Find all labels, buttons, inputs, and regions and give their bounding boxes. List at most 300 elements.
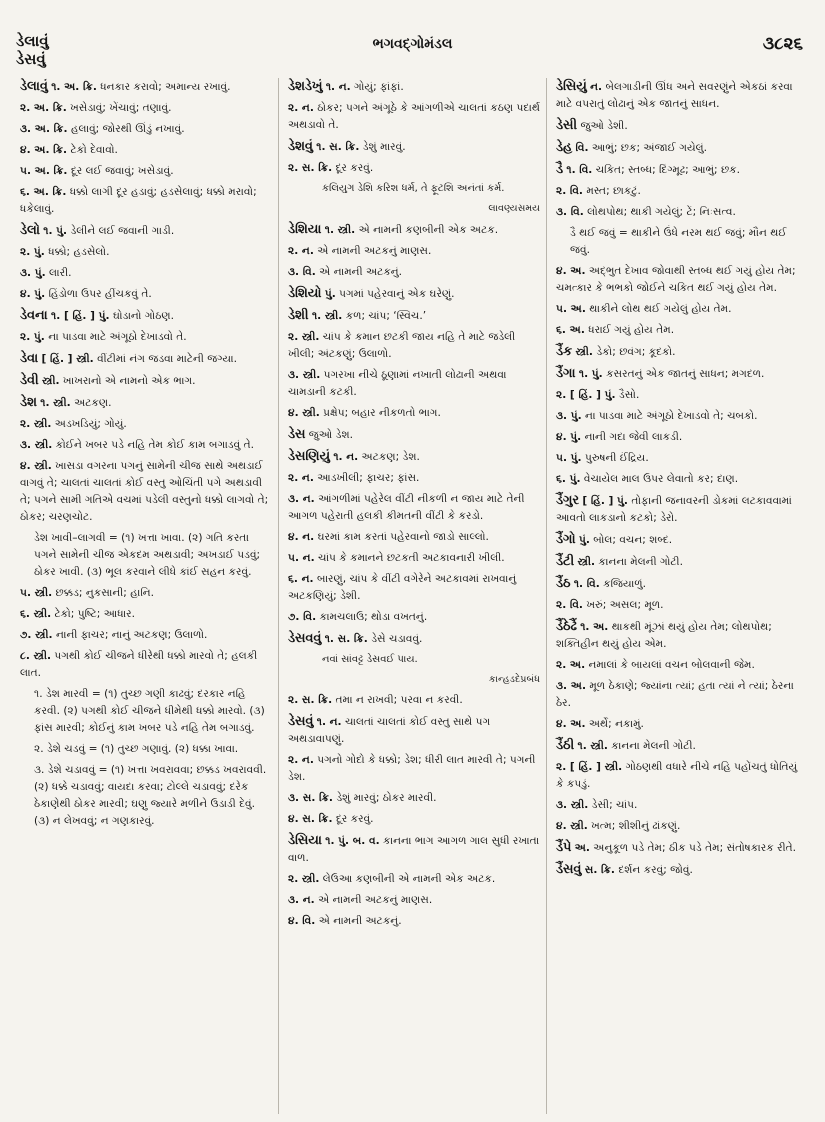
sense-marker: ૧. ન. — [333, 451, 359, 463]
dictionary-entry — [556, 657, 808, 674]
dictionary-entry — [20, 372, 272, 390]
sense-marker: સ. ક્રિ. — [584, 864, 615, 876]
definition-text: ૧. ડેશ મારવી = (૧) તુચ્છ ગણી કાઢવું; દરકાર નહિ કરવી. (૨) પગથી કોઈ ચીજને ધીમેથી ધક્કો મારવો. (૩) ફાંસ મારવી; કોઈનું કામ ખબર પડે નહિ તેમ બગાડવું. — [34, 688, 265, 734]
definition-text: કળ; ચાંપ; ‘સ્વિચ.’ — [345, 310, 427, 322]
dictionary-entry — [20, 530, 272, 581]
sense-marker: ૪. પું. — [556, 431, 582, 443]
sense-marker: ૨. સ. ક્રિ. — [288, 694, 333, 706]
headword: ડેસણિયું — [288, 449, 330, 464]
definition-text: જુઓ ડેશ. — [308, 429, 353, 441]
dictionary-entry — [556, 387, 808, 404]
sense-marker: ૨. ન. — [288, 245, 314, 257]
definition-text: એ નામની અટકનું. — [319, 266, 403, 278]
dictionary-entry — [20, 606, 272, 623]
definition-text: લારી. — [49, 267, 72, 279]
definition-text: નવાં સાંવટ્ટ ડેસવઈ પાય. — [322, 654, 418, 665]
sense-marker: ૬. અ. — [556, 324, 585, 336]
definition-text: ધરાઈ ગયું હોય તેમ. — [588, 324, 675, 336]
dictionary-entry — [556, 597, 808, 614]
dictionary-entry — [20, 627, 272, 644]
definition-text: કાન્હડદેપ્રબંધ — [488, 674, 540, 685]
dictionary-entry — [288, 713, 540, 748]
sense-marker: ૨. વિ. — [556, 185, 583, 197]
definition-text: તોફાની જનાવરની ડોકમાં લટકાવવામાં આવતો લાકડાનો કટકો; ડેરો. — [556, 495, 792, 524]
definition-text: ખરું; અસલ; મૂળ. — [586, 599, 664, 611]
sense-marker: ૨. સ્ત્રી. — [288, 331, 320, 343]
headword: ડૈંગુર — [556, 493, 579, 508]
sense-marker: ૪. અ. — [556, 265, 586, 277]
definition-text: ઘોડાનો ગોઠણ. — [112, 310, 174, 322]
headword: ડૈંઠી — [556, 738, 575, 753]
sense-marker: વિ. — [575, 142, 589, 154]
dictionary-entry — [556, 618, 808, 653]
definition-text: કજિયાળું. — [603, 578, 646, 590]
page-header — [0, 16, 825, 66]
dictionary-entry — [556, 450, 808, 467]
sense-marker: ૪. અ. — [556, 718, 586, 730]
sense-marker: ૧. પું. બ. વ. — [325, 835, 380, 847]
headword: ડૈંગા — [556, 366, 576, 381]
definition-text: ડેલીને લઈ જવાની ગાડી. — [70, 225, 175, 237]
definition-text: ખાખરાનો એ નામનો એક ભાગ. — [62, 375, 196, 387]
sense-marker: ૧. સ. ક્રિ. — [316, 141, 360, 153]
dictionary-entry — [556, 263, 808, 297]
definition-text: વીંટીમાં નંગ જડવા માટેની જગ્યા. — [97, 353, 238, 365]
sense-marker: ૧. પું. — [578, 368, 603, 380]
definition-text: કાનના ભાગ આગળ ગાલ સુધી રખાતા વાળ. — [288, 835, 540, 864]
dictionary-entry — [288, 892, 540, 909]
definition-text: દૂર કરવું. — [335, 162, 374, 174]
sense-marker: ૬. પું. — [556, 473, 581, 485]
sense-marker: ૧. ન. — [325, 81, 351, 93]
sense-marker: ૩. ન. — [288, 493, 315, 505]
definition-text: ટેકો દેવાવો. — [70, 144, 118, 156]
definition-text: ના પાડવા માટે અંગૂઠો દેખાડવો તે. — [48, 331, 187, 343]
definition-text: લોથપોથ; થાકી ગયેલું; ટેં; નિઃસત્વ. — [587, 206, 736, 218]
sense-marker: ૩. સ. ક્રિ. — [288, 792, 333, 804]
definition-text: થાકીને લોથ થઈ ગયેલું હોય તેમ. — [589, 303, 732, 315]
dictionary-entry — [288, 405, 540, 422]
column-1 — [14, 78, 279, 1114]
dictionary-entry — [288, 652, 540, 667]
dictionary-entry — [288, 329, 540, 363]
sense-marker: ૩. પું. — [20, 267, 46, 279]
dictionary-entry — [20, 458, 272, 526]
dictionary-entry — [288, 752, 540, 786]
sense-marker: ૮. સ્ત્રી. — [20, 650, 52, 662]
guide-word-bottom: ડેસવું — [16, 50, 46, 68]
definition-text: ચકિત; સ્તબ્ધ; દિંગ્મૂઢ; આભું; છક. — [595, 164, 741, 176]
sense-marker: ૪. સ. ક્રિ. — [288, 813, 333, 825]
dictionary-entry — [288, 529, 540, 546]
sense-marker: ૧. સ્ત્રી. — [324, 224, 356, 236]
definition-text: ખસેડાવું; ખેંચાવું; તણાવું. — [70, 102, 172, 114]
sense-marker: ૨. અ. — [556, 659, 586, 671]
sense-marker: ૪. સ્ત્રી. — [288, 407, 320, 419]
definition-text: ૨. ડેશે ચડવું = (૧) તુચ્છ ગણાવું. (૨) ધક્કા ખાવા. — [34, 743, 239, 755]
headword: ડૈંઠ — [556, 576, 571, 591]
definition-text: ગોઠણથી વધારે નીચે નહિ પહોંચતું ધોતિયું કે કપડું. — [556, 761, 798, 790]
sense-marker: ૩. સ્ત્રી. — [556, 799, 589, 811]
dictionary-entry — [556, 575, 808, 593]
dictionary-entry — [20, 121, 272, 138]
sense-marker: [ હિં. ] પું. — [582, 495, 628, 507]
dictionary-entry — [556, 78, 808, 113]
definition-text: આડખીલી; ફાચર; ફાંસ. — [317, 472, 420, 484]
dictionary-entry — [20, 184, 272, 218]
definition-text: બારણું, ચાંપ કે વીંટી વગેરેને અટકાવમાં રાખવાનું અટકણિયું; ડેશી. — [288, 573, 517, 602]
dictionary-entry — [288, 221, 540, 239]
dictionary-entry — [288, 307, 540, 325]
headword: ડેસિયા — [288, 833, 322, 848]
sense-marker: ૨. વિ. — [556, 599, 583, 611]
sense-marker: ૩. ન. — [288, 894, 315, 906]
sense-marker: ૫. અ. — [556, 303, 586, 315]
sense-marker: ૨. સ. ક્રિ. — [288, 162, 333, 174]
definition-text: કલિયુગ ડેશિ કરિશ ધર્મ, તે ફૂટશિ અનંતાં કર્મ. — [322, 183, 505, 194]
definition-text: ખાસડા વગરના પગનું સામેની ચીજ સાથે અથડાઈ વાગવું તે; ચાલતાં ચાલતાં કોઈ વસ્તુ ઓચિંતી પગે અથડાવી તે; પગને સામી ગતિએ વચમાં પડેલી વસ્તુનો ધક્કો લાગવો તે; ઠોકર; ચરણચોટ. — [20, 460, 269, 523]
dictionary-entry — [288, 491, 540, 525]
headword: ડેશ — [20, 395, 37, 410]
headword: ડેશી — [288, 308, 309, 323]
sense-marker: અ. — [574, 842, 590, 854]
definition-text: ધનકાર કરાવો; અમાન્ય રખાવું. — [100, 81, 231, 93]
dictionary-entry — [556, 737, 808, 755]
headword: ડેહ — [556, 140, 573, 155]
definition-text: અર્થે; નકામું. — [588, 718, 644, 730]
definition-text: ડૈસો. — [618, 389, 640, 401]
sense-marker: ૪. સ્ત્રી. — [556, 820, 588, 832]
sense-marker: ૩. પું. — [556, 410, 582, 422]
definition-text: ધક્કો લાગી દૂર હડાવું; હડસેલાવું; ધક્કો મરાવો; ધકેલાવું. — [20, 186, 257, 215]
definition-text: ઠોકર; પગને અંગૂઠે કે આંગળીએ ચાલતાં કઠણ પદાર્થ અથડાવો તે. — [288, 102, 540, 131]
definition-text: લાવણ્યસમય — [488, 203, 540, 214]
definition-text: ચાલતાં ચાલતાં કોઈ વસ્તુ સાથે પગ અથડાવાપણું. — [288, 716, 491, 745]
sense-marker: ૪. અ. ક્રિ. — [20, 144, 68, 156]
definition-text: પ્રક્ષેપ; બહાર નીકળતો ભાગ. — [323, 407, 441, 419]
guide-word-top: ડેલાવું — [16, 32, 49, 50]
headword: ડેસી — [556, 118, 578, 133]
dictionary-entry — [556, 492, 808, 527]
dictionary-entry — [556, 678, 808, 712]
sense-marker: ૨. સ્ત્રી. — [20, 418, 52, 430]
definition-text: નમાલાં કે બાયલાં વચન બોલવાની જેમ. — [588, 659, 755, 671]
sense-marker: ૩. સ્ત્રી. — [288, 369, 321, 381]
definition-text: અદ્ભુત દેખાવ જોવાથી સ્તબ્ધ થઈ ગયું હોય તેમ; ચમત્કાર કે ભભકો જોઈને ચકિત થઈ ગયું હોય તેમ. — [556, 265, 796, 294]
sense-marker: ૭. વિ. — [288, 611, 317, 623]
dictionary-entry — [20, 100, 272, 117]
definition-text: ડેસી; ચાંપ. — [591, 799, 638, 811]
sense-marker: [ હિં. ] સ્ત્રી. — [41, 353, 94, 365]
headword: ડેસવવું — [288, 631, 322, 646]
definition-text: અનુકૂળ પડે તેમ; ઠીક પડે તેમ; સંતોષકારક રીતે. — [593, 842, 796, 854]
dictionary-entry — [556, 818, 808, 835]
dictionary-entry — [20, 265, 272, 282]
definition-text: તમા ન રાખવી; પરવા ન કરવી. — [335, 694, 463, 706]
definition-text: ડેશું મારવું. — [362, 141, 406, 153]
sense-marker: સ્ત્રી. — [577, 556, 596, 568]
sense-marker: ૬. સ્ત્રી. — [20, 608, 52, 620]
sense-marker: ૧. સ. ક્રિ. — [324, 633, 368, 645]
definition-text: ડૈ થઈ જવું = થાકીને ઉંધે નરમ થઈ જવું; મૌન થઈ જવું. — [570, 227, 787, 256]
sense-marker: ૨. અ. ક્રિ. — [20, 102, 67, 114]
sense-marker: ૫. ન. — [288, 552, 315, 564]
sense-marker: ૭. સ્ત્રી. — [20, 629, 53, 641]
headword: ડેશવું — [288, 139, 313, 154]
definition-text: અડખડિયું; ગોયું. — [54, 418, 127, 430]
definition-text: એ નામની અટકનું માણસ. — [318, 894, 433, 906]
dictionary-entry — [20, 648, 272, 682]
sense-marker: ૩. વિ. — [556, 206, 584, 218]
definition-text: કાનના મેલની ગોટી. — [611, 740, 696, 752]
dictionary-entry — [556, 322, 808, 339]
dictionary-entry — [20, 286, 272, 303]
definition-text: લેઉઆ કણબીની એ નામની એક અટક. — [322, 873, 496, 885]
definition-text: દૂર લઈ જવાવું; ખસેડાવું. — [70, 165, 174, 177]
headword: ડેસ — [288, 427, 306, 442]
dictionary-entry — [288, 692, 540, 709]
sense-marker: પું. — [324, 288, 336, 300]
definition-text: મૂળ ઠેકાણે; જ્યાંના ત્યાં; હતા ત્યાં ને ત્યાં; ઠેરના ઠેર. — [556, 680, 794, 709]
sense-marker: ૪. ન. — [288, 531, 315, 543]
sense-marker: ૧. પું. — [43, 225, 68, 237]
dictionary-entry — [288, 448, 540, 466]
dictionary-entry — [288, 100, 540, 134]
headword: ડેવના — [20, 308, 48, 323]
sense-marker: ૨. ન. — [288, 472, 314, 484]
headword: ડૈંઠેઢૈં — [556, 619, 577, 634]
sense-marker: ૧. સ્ત્રી. — [40, 397, 71, 409]
headword: ડેવી — [20, 373, 39, 388]
dictionary-entry — [20, 437, 272, 454]
dictionary-entry — [288, 832, 540, 867]
dictionary-entry — [20, 741, 272, 758]
definition-text: પુરુષની ઈંદ્રિય. — [584, 452, 649, 464]
sense-marker: ૧. [ હિં. ] પું. — [51, 310, 110, 322]
definition-text: એ નામની અટકનું માણસ. — [317, 245, 432, 257]
dictionary-entry — [556, 716, 808, 733]
sense-marker: ૧. સ્ત્રી. — [311, 310, 343, 322]
dictionary-entry — [288, 790, 540, 807]
dictionary-entry — [20, 686, 272, 737]
definition-text: ડેકો; છવંગ; કૂદકો. — [596, 346, 676, 358]
dictionary-entry — [556, 301, 808, 318]
sense-marker: ૬. ન. — [288, 573, 314, 585]
definition-text: એ નામની અટકનું. — [318, 915, 402, 927]
dictionary-entry — [556, 139, 808, 157]
definition-text: હલાવું; જોરથી ઊંડું નખાવું. — [70, 123, 185, 135]
definition-text: અટકણ; ડેશ. — [361, 451, 420, 463]
definition-text: ટેકો; પુષ્ટિ; આધાર. — [54, 608, 135, 620]
dictionary-entry — [288, 550, 540, 567]
sense-marker: સ્ત્રી. — [575, 346, 593, 358]
dictionary-entry — [556, 408, 808, 425]
definition-text: પગરખા નીચે ઠૂણામાં નખાતી લોઢાની અથવા ચામડાની કટકી. — [288, 369, 507, 398]
definition-text: આભું; છક; અંજાઈ ગયેલું. — [591, 142, 707, 154]
sense-marker: ૨. [ હિં. ] પું. — [556, 389, 616, 401]
headword: ડેલાવું — [20, 79, 48, 94]
sense-marker: ૨. ન. — [288, 102, 314, 114]
definition-text: જુઓ ડેશી. — [580, 120, 628, 132]
dictionary-entry — [288, 609, 540, 626]
sense-marker: ૩. સ્ત્રી. — [20, 439, 53, 451]
dictionary-entry — [20, 394, 272, 412]
definition-text: દર્શન કરવું; જોવું. — [618, 864, 693, 876]
dictionary-entry — [288, 426, 540, 444]
dictionary-entry — [20, 585, 272, 602]
dictionary-entry — [288, 811, 540, 828]
dictionary-entry — [556, 161, 808, 179]
headword: ડેવા — [20, 351, 39, 366]
headword: ડેશડેખું — [288, 79, 323, 94]
definition-text: બોલ; વચન; શબ્દ. — [593, 534, 673, 546]
dictionary-entry — [556, 225, 808, 259]
dictionary-entry — [288, 243, 540, 260]
definition-text: કાનના મેલની ગોટી. — [598, 556, 683, 568]
dictionary-entry — [288, 630, 540, 648]
definition-text: ડેસે ચડાવવું. — [371, 633, 423, 645]
dictionary-entry — [288, 200, 540, 217]
dictionary-entry — [20, 350, 272, 368]
dictionary-entry — [556, 343, 808, 361]
definition-text: છક્કડ; નુકસાની; હાનિ. — [55, 587, 155, 599]
dictionary-entry — [556, 471, 808, 488]
definition-text: બેલગાડીની ઊંધ અને સવરણુંને એકઠાં કરવા માટે વપરાતું લોઢાનું એક જાતનું સાધન. — [556, 81, 793, 110]
sense-marker: ૨. [ હિં. ] સ્ત્રી. — [556, 761, 623, 773]
headword: ડૈંટી — [556, 554, 575, 569]
dictionary-entry — [556, 861, 808, 879]
definition-text: કોઈને ખબર પડે નહિ તેમ કોઈ કામ બગાડવું તે. — [55, 439, 254, 451]
sense-marker: પું. — [578, 534, 590, 546]
sense-marker: ૧. વિ. — [573, 578, 600, 590]
dictionary-entry — [288, 78, 540, 96]
dictionary-entry — [20, 142, 272, 159]
sense-marker: ૩. વિ. — [288, 266, 316, 278]
column-3 — [550, 78, 814, 1114]
headword: ડૈંગો — [556, 532, 576, 547]
dictionary-entry — [288, 470, 540, 487]
column-2 — [282, 78, 547, 1114]
dictionary-entry — [20, 163, 272, 180]
dictionary-entry — [556, 839, 808, 857]
sense-marker: ૩. અ. — [556, 680, 586, 692]
definition-text: થાકથી મૂંઝાં થયું હોય તેમ; લોથપોથ; શક્તિહીન થયું હોય એમ. — [556, 621, 772, 650]
definition-text: કસરતનું એક જાતનું સાધન; મગદળ. — [606, 368, 765, 380]
definition-text: ના પાડવા માટે અંગૂઠો દેખાડવો તે; ચબકો. — [585, 410, 758, 422]
definition-text: ડેશ ખાવી–લાગવી = (૧) ખત્તા ખાવા. (૨) ગતિ કરતા પગને સામેની ચીજ એકદમ અથડાવી; અખડાઈ પડવું; ઠોકર ખાવી. (૩) ભૂલ કરવાને લીધે કાંઈ સહન કરવું. — [34, 532, 261, 578]
dictionary-entry — [20, 307, 272, 325]
definition-text: ડેશું મારવું; ઠોકર મારવી. — [336, 792, 437, 804]
dictionary-entry — [20, 78, 272, 96]
sense-marker: સ્ત્રી. — [42, 375, 60, 387]
dictionary-entry — [288, 138, 540, 156]
dictionary-entry — [556, 531, 808, 549]
dictionary-entry — [288, 913, 540, 930]
dictionary-entry — [556, 117, 808, 135]
sense-marker: ૨. સ્ત્રી. — [288, 873, 320, 885]
headword: ડૈંપે — [556, 840, 572, 855]
dictionary-entry — [288, 571, 540, 605]
dictionary-entry — [556, 797, 808, 814]
definition-text: ધક્કો; હડસેલો. — [48, 246, 110, 258]
headword: ડેશિયો — [288, 286, 322, 301]
sense-marker: ન. — [590, 81, 603, 93]
page-number: ૩૮૨૬ — [762, 34, 803, 54]
dictionary-entry — [288, 671, 540, 688]
definition-text: એ નામની કણબીની એક અટક. — [358, 224, 499, 236]
definition-text: આંગળીમાં પહેરેલ વીંટી નીકળી ન જાય માટે તેની આગળ પહેરાતી હલકી કીમતની વીંટી કે કરડો. — [288, 493, 525, 522]
sense-marker: ૫. અ. ક્રિ. — [20, 165, 68, 177]
dictionary-entry — [556, 759, 808, 793]
dictionary-entry — [288, 264, 540, 281]
sense-marker: ૪. સ્ત્રી. — [20, 460, 52, 472]
headword: ડૈંસવું — [556, 862, 582, 877]
definition-text: પગનો ગોદો કે ધક્કો; ડેશ; ધીરી લાત મારવી તે; પગની ડેશ. — [288, 754, 536, 783]
sense-marker: ૬. અ. ક્રિ. — [20, 186, 67, 198]
definition-text: મસ્ત; છાકટું. — [586, 185, 641, 197]
dictionary-entry — [20, 416, 272, 433]
columns — [14, 78, 814, 1114]
headword: ડેલો — [20, 223, 40, 238]
headword: ડેસિયું — [556, 79, 587, 94]
dictionary-entry — [556, 204, 808, 221]
dictionary-entry — [20, 762, 272, 830]
sense-marker: ૨. પું. — [20, 331, 45, 343]
dictionary-entry — [20, 329, 272, 346]
dictionary-entry — [556, 365, 808, 383]
dictionary-entry — [556, 429, 808, 446]
definition-text: ખત્મ; શીશીનું ઢાંકણું. — [591, 820, 681, 832]
dictionary-entry — [288, 181, 540, 196]
definition-text: કામચલાઉ; થોડા વખતનું. — [319, 611, 428, 623]
sense-marker: ૪. પું. — [20, 288, 46, 300]
definition-text: નાની ફાચર; નાનું અટકણ; ઉલાળો. — [55, 629, 208, 641]
definition-text: ચાંપ કે કમાનને છટકતી અટકાવનારી ખીલી. — [317, 552, 505, 564]
dictionary-entry — [288, 285, 540, 303]
dictionary-entry — [556, 183, 808, 200]
dictionary-entry — [288, 160, 540, 177]
sense-marker: ૧. અ. — [580, 621, 609, 633]
dictionary-entry — [20, 222, 272, 240]
sense-marker: ૧. ન. — [316, 716, 342, 728]
definition-text: પગથી કોઈ ચીજને ધીરેથી ધક્કો મારવો તે; હલકી લાત. — [20, 650, 258, 679]
dictionary-entry — [556, 553, 808, 571]
definition-text: ચાંપ કે કમાન છટકી જાય નહિ તે માટે જડેલી ખીલી; અંટકણું; ઉલાળો. — [288, 331, 516, 360]
definition-text: પગમાં પહેરવાનું એક ઘરેણું. — [339, 288, 455, 300]
book-title: ભગવદ્ગોમંડલ — [372, 36, 453, 52]
definition-text: ૩. ડેશે ચડાવવું = (૧) ખત્તા ખવરાવવા; છક્કડ ખવરાવવી. (૨) ધક્કે ચડાવવું; વાયદા કરવા; ટોલ્લે ચડાવવું; દરેક ઠેકાણેથી ઠોકર મારવી; ઘણુ જ્યારે મળીને ઉડાડી દેવું. (૩) ન લેખવવું; ન ગણકારવું. — [34, 764, 267, 827]
sense-marker: ૨. ન. — [288, 754, 314, 766]
headword: ડેસવું — [288, 714, 314, 729]
sense-marker: ૩. અ. ક્રિ. — [20, 123, 68, 135]
definition-text: વેચાયેલ માલ ઉપર લેવાતો કર; દાણ. — [583, 473, 739, 485]
definition-text: ગોયું; ફાંફાં. — [354, 81, 404, 93]
sense-marker: ૧. સ્ત્રી. — [577, 740, 608, 752]
sense-marker: ૫. પું. — [556, 452, 582, 464]
headword: ડેશિયા — [288, 222, 322, 237]
sense-marker: ૧. અ. ક્રિ. — [51, 81, 97, 93]
definition-text: નાની ગદા જેવી લાકડી. — [584, 431, 683, 443]
dictionary-entry — [288, 871, 540, 888]
dictionary-entry — [288, 367, 540, 401]
sense-marker: ૫. સ્ત્રી. — [20, 587, 53, 599]
definition-text: ઘરમાં કામ કરતાં પહેરવાનો જાડો સાલ્લો. — [317, 531, 489, 543]
headword: ડૈ — [556, 162, 564, 177]
definition-text: દૂર કરવું. — [335, 813, 374, 825]
sense-marker: ૪. વિ. — [288, 915, 316, 927]
definition-text: હિંડોળા ઉપર હીંચકવું તે. — [48, 288, 152, 300]
definition-text: અટકણ. — [74, 397, 112, 409]
